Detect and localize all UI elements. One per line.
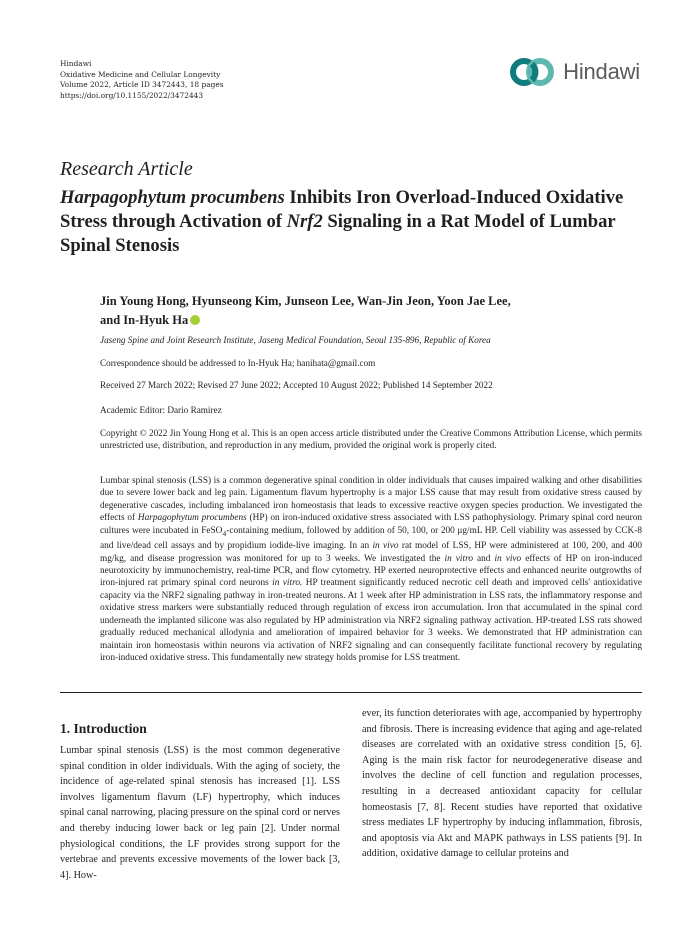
abstract-italic: in vivo <box>372 541 399 552</box>
publisher-name: Hindawi <box>60 59 92 68</box>
abstract <box>100 475 642 665</box>
author-line-1: Jin Young Hong, Hyunseong Kim, Junseon Lee, Wan-Jin Jeon, Yoon Jae Lee, <box>100 294 511 308</box>
title-gene: Nrf2 <box>286 211 323 232</box>
correspondence: Correspondence should be addressed to In-Hyuk Ha; hanihata@gmail.com <box>100 358 376 368</box>
abstract-italic: in vitro. <box>272 578 303 589</box>
abstract-subscript: 4 <box>222 528 227 538</box>
logo-text: Hindawi <box>563 59 640 84</box>
author-line-2: and In-Hyuk Ha <box>100 313 189 327</box>
title-part-1: Inhibits Iron Overload-Induced Oxidative Stress through Activation of <box>60 187 624 232</box>
intro-left-column: Lumbar spinal stenosis (LSS) is the most common degenerative spinal condition in older individuals. With the aging of society, the incidence of age-related spinal stenosis has increased [1]. LSS involves ligamentum flavum (LF) hypertrophy, which induces spinal canal narrowing, placing pressure on the spinal cord or nerves and thereby inducing lower back or leg pain [2]. Under normal physiological conditions, the LF provides strong support for the vertebrae and prevents excessive movements of the lower back [3, 4]. How- <box>60 745 340 881</box>
doi-link[interactable]: https://doi.org/10.1155/2022/3472443 <box>60 90 204 100</box>
journal-header <box>60 59 224 101</box>
abstract-text: rat model of LSS, HP were administered at 100, 200, and 400 mg/kg, and disease progression was monitored for up to 3 weeks. We investigated the <box>100 541 642 564</box>
section-divider <box>60 692 642 693</box>
affiliation: Jaseng Spine and Joint Research Institute, Jaseng Medical Foundation, Seoul 135-896, Republic of Korea <box>100 335 491 345</box>
article-title <box>60 186 660 258</box>
author-line-2-wrap <box>100 311 600 330</box>
hindawi-logo[interactable] <box>509 57 640 87</box>
publication-dates: Received 27 March 2022; Revised 27 June 2022; Accepted 10 August 2022; Published 14 September 2022 <box>100 380 493 390</box>
intro-right-column: ever, its function deteriorates with age, accompanied by hypertrophy and fibrosis. There is increasing evidence that aging and age-related diseases are correlated with an oxidative stress condition [5, 6]. Aging is the main risk factor for neurodegenerative disease and involves the decline of cell function and regulation processes, resulting in a decreased antioxidant capacity for cellular homeostasis [7, 8]. Recent studies have reported that oxidative stress mediates LF hypertrophy by inducing inflammation, fibrosis, and apoptosis via Akt and MAPK pathways in LSS patients [9]. In addition, oxidative damage to cellular proteins and <box>362 708 642 860</box>
copyright-notice: Copyright © 2022 Jin Young Hong et al. This is an open access article distributed under the Creative Commons Attribution License, which permits unrestricted use, distribution, and reproduction in any medium, provided the original work is properly cited. <box>100 428 642 451</box>
abstract-text: and <box>473 553 495 564</box>
journal-name: Oxidative Medicine and Cellular Longevity <box>60 69 221 79</box>
section-heading: 1. Introduction <box>60 721 147 736</box>
academic-editor: Academic Editor: Dario Ramirez <box>100 405 222 415</box>
title-species: Harpagophytum procumbens <box>60 187 285 208</box>
abstract-text: -containing medium, followed by addition of 50, 100, or 200 μg/mL HP. Cell viability was assessed by CCK-8 and live/dead cell assays and by propidium iodide-live imaging. In an <box>100 525 643 552</box>
abstract-text: (HP) on iron-induced oxidative stress associated with LSS pathophysiology. Primary spinal cord neuron cultures were incubated in FeSO <box>100 513 642 536</box>
abstract-text: effects of HP on iron-induced neurotoxicity by immunochemistry, real-time PCR, and flow cytometry. HP exerted neuroprotective effects and enhanced neurite outgrowths of iron-injured rat primary spinal cord neurons <box>100 553 643 589</box>
hindawi-logo-icon <box>509 57 557 87</box>
abstract-text: HP treatment significantly reduced necrotic cell death and improved cells' antioxidative capacity via the NRF2 signaling pathway in iron-treated neurons. At 1 week after HP administration in LSS rats, the inflammatory response and oxidative stress markers were substantially reduced through regulation of excess iron accumulation. Iron that accumulated in the spinal cord underneath the implanted silicone was also regulated by HP administration via NRF2 signaling pathway activation. HP-treated LSS rats showed gradually reduced mechanical allodynia and amelioration of impaired behavior for 3 weeks. We demonstrated that HP administration can maintain iron homeostasis within neurons via activation of NRF2 signaling and can consequently facilitate functional recovery by regulating iron-induced oxidative stress. This fundamentally new strategy holds promise for LSS treatment. <box>100 578 643 664</box>
abstract-species: Harpagophytum procumbens <box>137 513 247 524</box>
abstract-text: Lumbar spinal stenosis (LSS) is a common degenerative spinal condition in older individuals that causes impaired walking and other disabilities due to severe lower back and leg pain. Ligamentum flavum hypertrophy is a major LSS cause that may result from oxidative stress caused by degenerative cascades, including imbalanced iron homeostasis that leads to excessive reactive oxygen species production. We investigated the effects of <box>100 476 642 524</box>
orcid-icon[interactable] <box>190 315 200 325</box>
volume-info: Volume 2022, Article ID 3472443, 18 pages <box>60 80 224 90</box>
article-type: Research Article <box>60 158 193 180</box>
author-list <box>100 292 600 330</box>
abstract-italic: in vitro <box>444 553 473 564</box>
abstract-italic: in vivo <box>494 553 522 564</box>
title-part-2: Signaling in a Rat Model of Lumbar Spinal Stenosis <box>60 211 616 256</box>
